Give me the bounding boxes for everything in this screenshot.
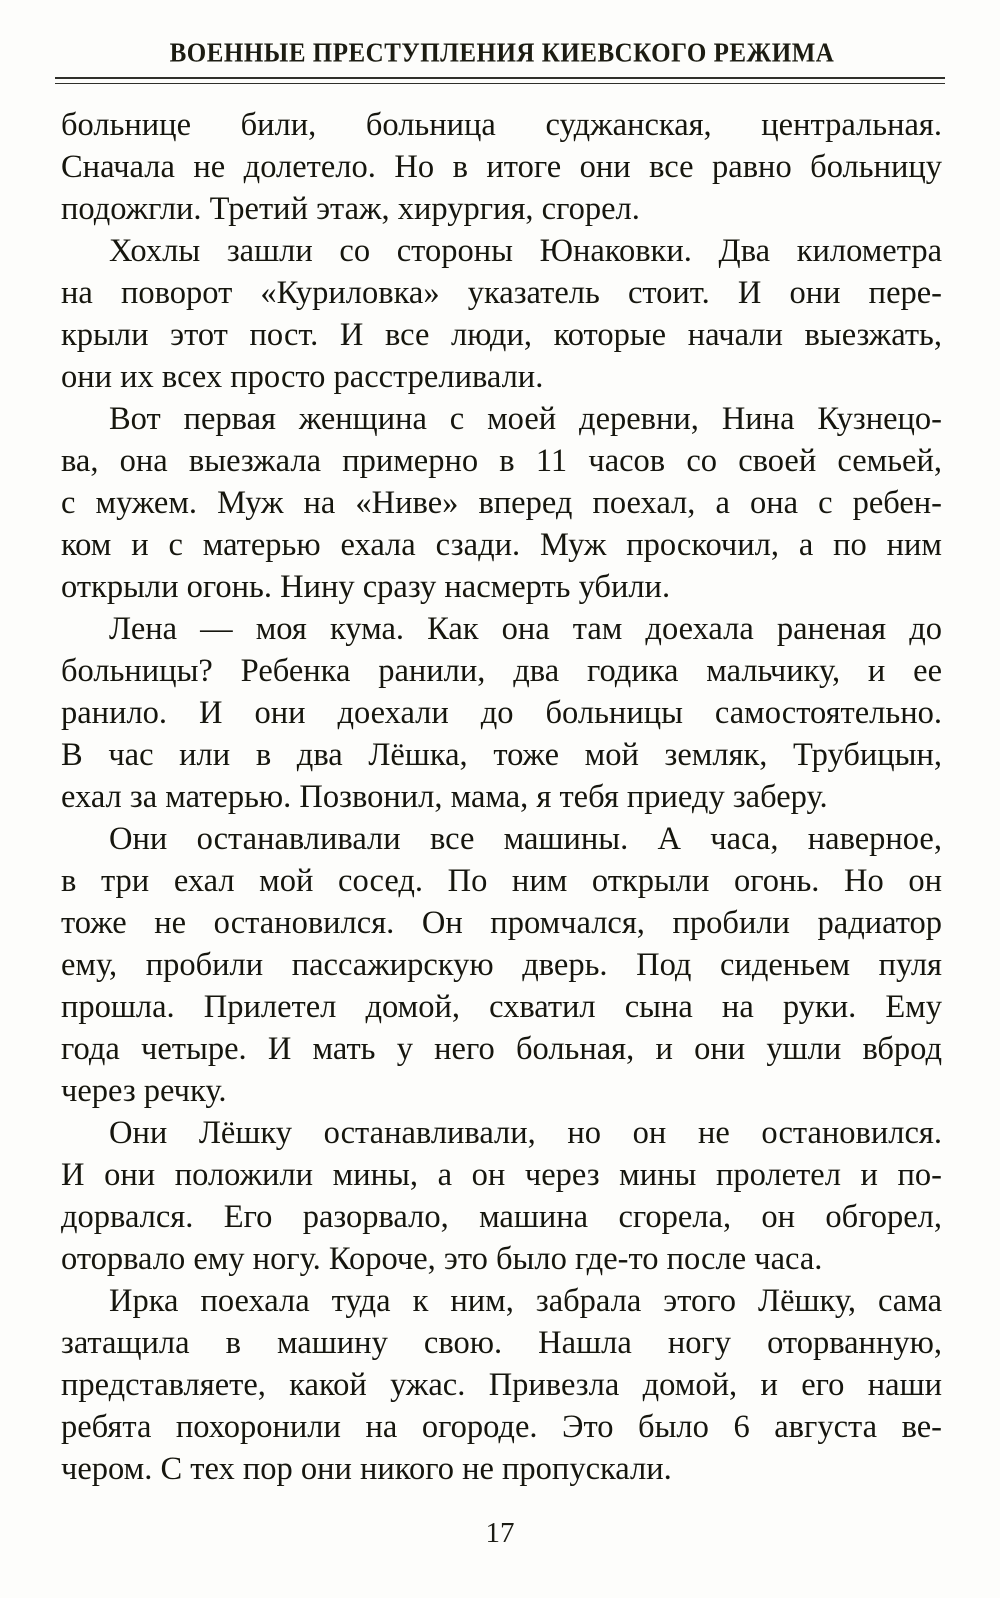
running-header: ВОЕННЫЕ ПРЕСТУПЛЕНИЯ КИЕВСКОГО РЕЖИМА bbox=[169, 38, 835, 69]
text-line: дорвался. Его разорвало, машина сгорела, он обгорел, bbox=[61, 1199, 942, 1235]
text-line: года четыре. И мать у него больная, и они ушли вброд bbox=[61, 1031, 942, 1067]
paragraph bbox=[61, 1112, 942, 1280]
text-line: тоже не остановился. Он промчался, пробили радиатор bbox=[61, 905, 942, 941]
text-line: подожгли. Третий этаж, хирургия, сгорел. bbox=[61, 191, 640, 227]
text-line: ком и с матерью ехала сзади. Муж проскочил, а по ним bbox=[61, 527, 942, 563]
text-line: больнице били, больница суджанская, центральная. bbox=[61, 107, 942, 143]
text-line: чером. С тех пор они никого не пропускали. bbox=[61, 1451, 672, 1487]
page-body bbox=[61, 104, 942, 1490]
paragraph bbox=[61, 398, 942, 608]
paragraph bbox=[61, 230, 942, 398]
text-line: открыли огонь. Нину сразу насмерть убили. bbox=[61, 569, 671, 605]
text-line: Лена — моя кума. Как она там доехала раненая до bbox=[109, 611, 942, 647]
text-line: И они положили мины, а он через мины пролетел и по- bbox=[61, 1157, 942, 1193]
text-line: крыли этот пост. И все люди, которые начали выезжать, bbox=[61, 317, 942, 353]
text-line: больницы? Ребенка ранили, два годика мальчику, и ее bbox=[61, 653, 942, 689]
text-line: Хохлы зашли со стороны Юнаковки. Два километра bbox=[109, 233, 942, 269]
text-line: представляете, какой ужас. Привезла домой, и его наши bbox=[61, 1367, 942, 1403]
paragraph bbox=[61, 104, 942, 230]
text-line: с мужем. Муж на «Ниве» вперед поехал, а она с ребен- bbox=[61, 485, 942, 521]
text-line: ва, она выезжала примерно в 11 часов со своей семьей, bbox=[61, 443, 942, 479]
text-line: затащила в машину свою. Нашла ногу оторванную, bbox=[61, 1325, 942, 1361]
text-line: через речку. bbox=[61, 1073, 227, 1109]
text-line: В час или в два Лёшка, тоже мой земляк, Трубицын, bbox=[61, 737, 942, 773]
text-line: они их всех просто расстреливали. bbox=[61, 359, 544, 395]
text-line: оторвало ему ногу. Короче, это было где-то после часа. bbox=[61, 1241, 823, 1277]
text-line: Сначала не долетело. Но в итоге они все равно больницу bbox=[61, 149, 942, 185]
text-line: прошла. Прилетел домой, схватил сына на руки. Ему bbox=[61, 989, 942, 1025]
text-line: в три ехал мой сосед. По ним открыли огонь. Но он bbox=[61, 863, 942, 899]
text-line: Ирка поехала туда к ним, забрала этого Лёшку, сама bbox=[109, 1283, 942, 1319]
text-line: Они останавливали все машины. А часа, наверное, bbox=[109, 821, 942, 857]
text-line: ехал за матерью. Позвонил, мама, я тебя приеду заберу. bbox=[61, 779, 828, 815]
text-line: Вот первая женщина с моей деревни, Нина Кузнецо- bbox=[109, 401, 942, 437]
paragraph bbox=[61, 1280, 942, 1490]
text-line: ребята похоронили на огороде. Это было 6 августа ве- bbox=[61, 1409, 942, 1445]
text-line: ранило. И они доехали до больницы самостоятельно. bbox=[61, 695, 942, 731]
paragraph bbox=[61, 818, 942, 1112]
paragraph bbox=[61, 608, 942, 818]
text-line: ему, пробили пассажирскую дверь. Под сиденьем пуля bbox=[61, 947, 942, 983]
text-line: на поворот «Куриловка» указатель стоит. И они пере- bbox=[61, 275, 942, 311]
page-number: 17 bbox=[485, 1517, 515, 1549]
header-double-rule bbox=[55, 77, 945, 84]
text-line: Они Лёшку останавливали, но он не остановился. bbox=[109, 1115, 942, 1151]
